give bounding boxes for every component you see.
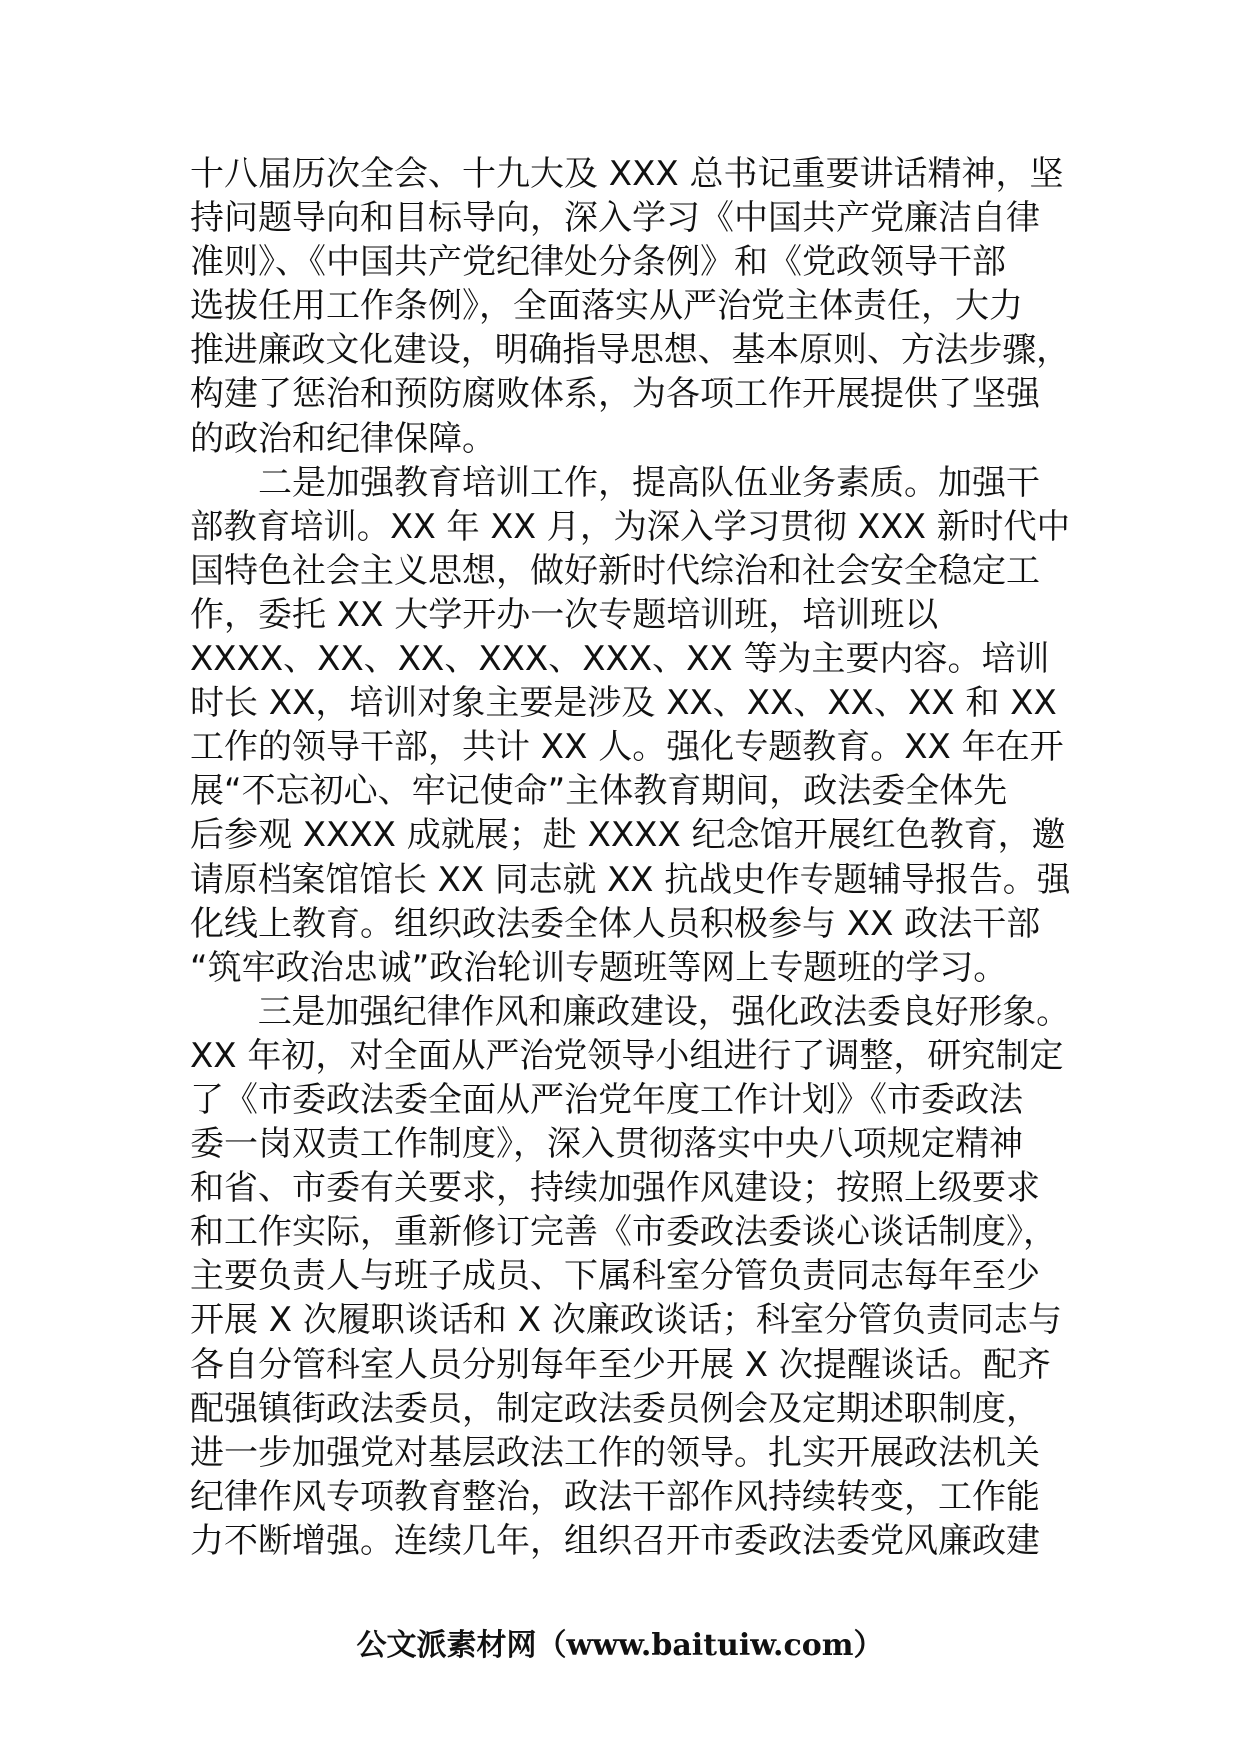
body-line: 十八届历次全会、十九大及 XXX 总书记重要讲话精神，坚 — [190, 154, 1064, 194]
body-line: 进一步加强党对基层政法工作的领导。扎实开展政法机关 — [190, 1432, 1040, 1473]
body-line: 工作的领导干部，共计 XX 人。强化专题教育。XX 年在开 — [190, 727, 1064, 768]
body-line: “筑牢政治忠诚”政治轮训专题班等网上专题班的学习。 — [190, 947, 1008, 988]
body-line: 配强镇街政法委员，制定政法委员例会及定期述职制度， — [190, 1388, 1040, 1429]
body-line: 力不断增强。连续几年，组织召开市委政法委党风廉政建 — [190, 1520, 1040, 1561]
body-line: 化线上教育。组织政法委全体人员积极参与 XX 政法干部 — [190, 903, 1041, 944]
body-line: 展“不忘初心、牢记使命”主体教育期间，政法委全体先 — [190, 771, 1008, 812]
body-line: 开展 X 次履职谈话和 X 次廉政谈话；科室分管负责同志与 — [190, 1300, 1062, 1341]
body-line: 时长 XX，培训对象主要是涉及 XX、XX、XX、XX 和 XX — [190, 683, 1057, 724]
body-line: 各自分管科室人员分别每年至少开展 X 次提醒谈话。配齐 — [190, 1344, 1051, 1385]
body-line: 选拔任用工作条例》，全面落实从严治党主体责任，大力 — [190, 286, 1023, 327]
body-line: XX 年初，对全面从严治党领导小组进行了调整，研究制定 — [190, 1035, 1064, 1076]
body-line: 的政治和纪律保障。 — [190, 418, 496, 459]
body-line: 三是加强纪律作风和廉政建设，强化政法委良好形象。 — [190, 991, 1071, 1032]
body-line: 了《市委政法委全面从严治党年度工作计划》《市委政法 — [190, 1079, 1023, 1120]
body-line: 持问题导向和目标导向，深入学习《中国共产党廉洁自律 — [190, 198, 1040, 239]
body-line: 国特色社会主义思想，做好新时代综治和社会安全稳定工 — [190, 550, 1040, 591]
document-body — [190, 152, 1070, 1563]
body-line: 作，委托 XX 大学开办一次专题培训班，培训班以 — [190, 594, 939, 635]
body-line: XXXX、XX、XX、XXX、XXX、XX 等为主要内容。培训 — [190, 639, 1050, 680]
body-line: 请原档案馆馆长 XX 同志就 XX 抗战史作专题辅导报告。强 — [190, 859, 1071, 900]
body-line: 委一岗双责工作制度》，深入贯彻落实中央八项规定精神 — [190, 1124, 1023, 1165]
body-line: 准则》、《中国共产党纪律处分条例》和《党政领导干部 — [190, 242, 1006, 283]
body-line: 二是加强教育培训工作，提高队伍业务素质。加强干 — [190, 462, 1040, 503]
body-line: 后参观 XXXX 成就展；赴 XXXX 纪念馆开展红色教育，邀 — [190, 815, 1066, 856]
body-line: 主要负责人与班子成员、下属科室分管负责同志每年至少 — [190, 1256, 1040, 1297]
body-line: 和省、市委有关要求，持续加强作风建设；按照上级要求 — [190, 1168, 1040, 1209]
body-line: 推进廉政文化建设，明确指导思想、基本原则、方法步骤， — [190, 330, 1071, 371]
body-line: 和工作实际，重新修订完善《市委政法委谈心谈话制度》， — [190, 1212, 1057, 1253]
footer-watermark: 公文派素材网（www.baituiw.com） — [356, 1628, 884, 1663]
body-line: 部教育培训。XX 年 XX 月，为深入学习贯彻 XXX 新时代中 — [190, 506, 1071, 547]
body-line: 构建了惩治和预防腐败体系，为各项工作开展提供了坚强 — [190, 374, 1040, 415]
body-line: 纪律作风专项教育整治，政法干部作风持续转变，工作能 — [190, 1476, 1040, 1517]
